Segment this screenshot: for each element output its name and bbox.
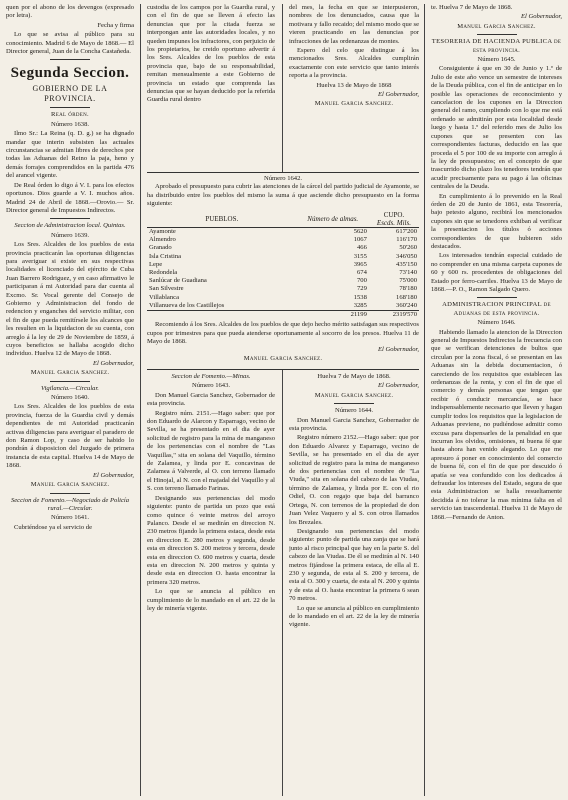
horizontal-rule: [147, 369, 419, 370]
date-line: te. Huelva 7 de Mayo de 1868.: [431, 4, 513, 11]
table-row: [147, 294, 419, 302]
signature-name: Manuel Garcia Sanchez.: [314, 100, 394, 108]
divider: [477, 34, 517, 35]
fomento-text: Cubriéndose ya el servicio de: [14, 523, 93, 531]
table-row: [147, 236, 419, 244]
town-cupo: 75'000: [399, 277, 417, 285]
column-3-top: [289, 4, 419, 170]
rural-guard-text-cont: del mes, la fecha en que se interpusieron, nombres de los denunciados, causa que la motivara y fallo recaido; del mismo modo que se vieren practicando en las denuncias por infracciones de las ordenanzas de montes.: [289, 4, 419, 45]
notice-number: Número 1638.: [50, 120, 90, 128]
signature-name: Manuel Garcia Sanchez.: [457, 22, 536, 30]
town-almas: 5620: [353, 228, 367, 236]
minas-text-2: Registro núm. 2151.—Hago saber: que por don Eduardo de Alarcon y Esparrago, vecino de Sevilla, se ha presentado en el dia de ayer solicitud de registro para la mina de manganeso de los pertenencias con el nombre de "Las Vaquillas," sita en solana del Vaquillo, término de Zalamea, y linda por E. concavinas de Zalamea á Valverde, al O. con terreno llamado el Hinojal, al N. con el majadal del Vaquillo y al S. con terreno llamado Farinas.: [147, 409, 275, 493]
minas-text-3: Designando sus pertenencias del modo siguiente: punto de partida un pozo que está como quince ó veinte metros del arroyo Palanco. Desde el se medirán en direccion N. 230 metros fijando la primera estaca, desde esta en direccion E. 280 metros y segunda, desde esta en direccion S. 200 metros y tercera, desde esta en direccion O. 600 metros y cuarta, desde esta en direccion N. 200 metros y quinta y desde esta en direccion O. hasta encontrar la primera 320 metros.: [147, 494, 275, 586]
column-rule: [424, 4, 425, 796]
date-line: Huelva 13 de Mayo de 1868: [316, 81, 392, 89]
notice-number: Número 1645.: [477, 56, 516, 64]
real-orden-text: Ilmo Sr.: La Reina (q. D. g.) se ha dignado mandar que interin subsisten las actuales circunstancias se admitan libres de derechos por todas las Aduanas del Reino la paja, heno y demás forrajes comprendidos en la partida 476 del arancel vigente.: [6, 130, 134, 180]
town-almas: 674: [357, 269, 367, 277]
intro-line: quen por el abono de los devengos (expresado por letra).: [6, 4, 134, 20]
aduanas-heading: ADMINISTRACION PRINCIPAL de Aduanas de esta provincia.: [442, 301, 551, 317]
vigilancia-text: Los Sres. Alcaldes de los pueblos de esta provincia, fuerza de la Guardia civil y demás dependientes de mi Autoridad practicarán activas diligencias para averiguar el paradero de don Ramon Lop, y caso de ser habido lo pondrán á disposicion del Juzgado de primera instancia de esta capital. Huelva 14 de Mayo de 1868.: [6, 403, 134, 470]
tesoreria-text: Consiguiente á que en 30 de Junio y 1.º de Julio de este año vence un semestre de intereses de la Deuda pública, con el fin de anticipar en lo posible las operaciones de reconocimiento y cancelacion de los cupones en la Direccion general del ramo, cumpliendo con lo que me está ordenado se admitirán por esta localidad desde luego y hasta 1.º del referido mes de Julio los cupones que se presenten con las correspondientes facturas, deducido en las que proceda el 5 por 100 de su importe con arreglo á la ley de presupuestos; en el concepto de que trascurrido dicho plazo los tenedores tendrán que acudir precisamente para su pago á las oficinas centrales de la Deuda.: [431, 65, 562, 191]
town-name: Villablanca: [149, 293, 179, 301]
town-name: Isla Cristina: [149, 252, 182, 260]
tesoreria-heading: TESORERIA DE HACIENDA PUBLICA de esta provincia.: [431, 38, 562, 54]
table-row: [147, 244, 419, 252]
divider: [334, 403, 374, 404]
total-cupo: 2319'570: [369, 311, 419, 320]
header-almas: Número de almas.: [297, 211, 369, 228]
admin-heading: Seccion de Administracion local. Quintas.: [14, 222, 126, 230]
notice-number: Número 1646.: [477, 319, 516, 327]
viuda-text: Don Manuel Garcia Sanchez, Gobernador de esta provincia.: [289, 416, 419, 433]
town-cupo: 346'050: [396, 252, 417, 260]
notice-number: Número 1641.: [50, 514, 90, 522]
intro-signature: Fecha y firma: [97, 21, 134, 29]
notice-number: Número 1642.: [263, 175, 303, 182]
budget-table: [147, 211, 419, 320]
column-2-top: [147, 4, 275, 170]
section-subtitle: GOBIERNO DE LA PROVINCIA.: [32, 84, 108, 104]
budget-footer: Recomiendo á los Sres. Alcaldes de los pueblos de que dejo hecho mérito satisfagan sus respectivos cupos por trimestres para que pueda atenderse oportunamente al socorro de los presos. Huelva 11 de Mayo de 1868.: [147, 321, 419, 346]
column-rule: [282, 370, 283, 796]
total-almas: 21199: [297, 311, 369, 320]
rural-guard-text: custodia de los campos por la Guardia rural, y con el fin de que se lleven á efecto las denuncias que por la citada fuerza se interpongan ante las autoridades locales, y no queden impunes los infractores, con perjuicio de los propietarios, he creido oportuno advertir á los Sres. Alcaldes de los pueblos de esta provincia que, bajo de su responsabilidad, remitan mensualmente a este Gobierno de provincia un estado que comprenda las denuncias que se hayan deducido por la referida Guardia rural dentro: [147, 4, 275, 104]
signature-title: El Gobernador,: [92, 471, 134, 479]
viuda-text-4: Lo que se anuncia al público en cumplimiento de lo mandado en el art. 22 de la ley de minería vigente.: [289, 604, 419, 629]
aduanas-text: Habiendo llamado la atencion de la Direccion general de Impuestos Indirectos la frecuencia con que se verifican detenciones de bultos que circulan por la zona fiscal, ó se presentan en las Aduanas sin la debida documentacion, ó careciendo de los requisitos que establecen las ordenanzas de la renta, y con el fin de que el comercio y demás personas que tengan que recibir ó conducir mercancías, se hace indispensablemente necesario que lleven y hagan cumplir todos los requisitos que la legislacion de Aduanas previene, no pudiéndose admitir como excusa para dispensarles de la penalidad en que incurran los olvidos, omisiones, ni buena fé que hasta ahora han venido alegando. Lo que me apresuro á poner en conocimiento del comercio de buena fé, con el fin de que por descuido ó apatía se vea confundido con los dedicados á defraudar los intereses del Estado, segura de que esta Administracion se halla resueltamente decidida á no tolerar la mas mínima falta en el servicio tan trascendental. Huelva 11 de Mayo de 1868.—Fernando de Anton.: [431, 328, 562, 521]
column-rule: [282, 4, 283, 172]
signature-title: El Gobernador,: [377, 91, 419, 99]
town-almas: 729: [357, 285, 367, 293]
viuda-text-3: Designando sus pertenencias del modo siguiente: punto de partida una zanja que se hará junto al risco principal que hay en la parte S. del cabezo de las Viudas. De él se medirán al N. 140 metros fijándose la primera estaca, de ella al E. 230 y segunda, de esta al S. 200 y tercera, de esta al O. 300 y cuarta, de esta al N. 200 y quinta y de esta al O. hasta encontrar la primera 6 sean 70 metros.: [289, 527, 419, 603]
signature-title: El Gobernador,: [92, 359, 134, 367]
column-rule: [140, 4, 141, 796]
real-orden-heading: Real órden.: [51, 111, 89, 119]
town-cupo: 168'180: [396, 293, 417, 301]
vigilancia-heading: Vigilancia.—Circular.: [41, 384, 99, 392]
town-name: Redondela: [149, 269, 178, 277]
town-almas: 1538: [353, 293, 367, 301]
newspaper-page: [6, 4, 562, 796]
table-row: [147, 302, 419, 311]
total-label: [147, 311, 297, 320]
town-cupo: 116'170: [396, 236, 417, 244]
table-row: [147, 228, 419, 237]
divider: [50, 381, 90, 382]
town-almas: 1067: [353, 236, 367, 244]
budget-block: [147, 175, 419, 367]
town-almas: 3285: [353, 301, 367, 309]
admin-text: Los Sres. Alcaldes de los pueblos de esta provincia practicarán las oportunas diligencias para averiguar si existe en sus respectivas localidades el licenciado del ejército de Cuba Juan Barrero Rodriguez, y en caso afirmativo le participaran á mi Autoridad para dar cuenta al Excmo. Sr. Vocal gerente del Consejo de Gobierno y Administracion del fondo de redencion y enganches del servicio militar, con el fin de que pueda remitírsele los alcances que les resulten en la liquidacion de su cuenta, con arreglo á la ley de 29 de Noviembre de 1859, á cuyos beneficios se hallaba acogido dicho individuo. Huelva 12 de Mayo de 1868.: [6, 241, 134, 358]
signature-name: Manuel Garcia Sanchez.: [30, 481, 110, 489]
date-line: Huelva 7 de Mayo de 1868.: [317, 373, 391, 380]
minas-text-4: Lo que se anuncia al público en cumplimiento de lo mandado en el art. 22 de la ley de minería vigente.: [147, 588, 275, 612]
signature-title: El Gobernador,: [377, 346, 419, 354]
tesoreria-text-3: Los interesados tendrán especial cuidado de no comprender en una misma carpeta cupones de 60 y 600 rs. procedentes de obligaciones del Estado por ferro-carriles. Huelva 13 de Mayo de 1868.—P. O., Ramon Salgado Quero.: [431, 252, 562, 293]
town-name: Ayamonte: [149, 228, 176, 236]
signature-name: Manuel Garcia Sanchez.: [314, 391, 394, 399]
signature-title: El Gobernador,: [377, 382, 419, 390]
notice-number: Número 1640.: [50, 394, 90, 402]
table-row: [147, 253, 419, 261]
header-cupo-title: CUPO.: [383, 210, 405, 219]
column-3-bottom: [289, 373, 419, 796]
intro-notice: Lo que se avisa al público para su conocimiento. Madrid 6 de Mayo de 1868.— El Director general, Juan de la Concha Castañeda.: [6, 31, 134, 56]
town-name: Sanlúcar de Guadiana: [149, 277, 207, 285]
table-header: [147, 211, 419, 228]
divider: [50, 493, 90, 494]
town-cupo: 50'260: [399, 244, 417, 252]
tesoreria-text-2: En cumplimiento á lo prevenido en la Real órden de 20 de Junio de 1861, esta Tesorería, bajo petesto alguno, recibirá los mencionados cupones sin que se tenedores exhiban al verificar la presentacion los títulos ó acciones correspondientes de que hubieren sido destacados.: [431, 192, 562, 250]
table-row: [147, 269, 419, 277]
town-name: San Silvestre: [149, 285, 184, 293]
table-row: [147, 277, 419, 285]
town-almas: 3155: [353, 252, 367, 260]
notice-number: Número 1644.: [334, 407, 374, 415]
town-name: Lepe: [149, 260, 163, 268]
table-body: [147, 228, 419, 311]
town-cupo: 78'180: [399, 285, 417, 293]
signature-name: Manuel Garcia Sanchez.: [243, 354, 323, 362]
town-name: Almendro: [149, 236, 176, 244]
rural-guard-text-2: Espero del celo que distingue á los mencionados Sres. Alcaldes cumplirán exactamente con este servicio que tanto interés reporta a la provincia.: [289, 47, 419, 80]
divider: [50, 59, 90, 60]
town-cupo: 435'150: [396, 260, 417, 268]
column-2-bottom: [147, 373, 275, 796]
table-row: [147, 285, 419, 293]
header-pueblos: PUEBLOS.: [147, 211, 297, 228]
real-orden-text: De Real órden lo digo á V. I. para los efectos oportunos. Dios guarde a V. I. muchos años. Madrid 24 de Abril de 1868.—Orovio.— Sr. Director general de Impuestos Indirectos.: [6, 181, 134, 214]
notice-number: Número 1639.: [50, 231, 90, 239]
town-name: Villanueva de los Castillejos: [149, 301, 225, 309]
town-almas: 3965: [353, 260, 367, 268]
column-4: [431, 4, 562, 796]
town-almas: 700: [357, 277, 367, 285]
minas-text: Don Manuel Garcia Sanchez, Gobernador de esta provincia.: [147, 391, 275, 408]
divider: [50, 107, 90, 108]
signature-name: Manuel Garcia Sanchez.: [30, 369, 110, 377]
signature-title: El Gobernador,: [520, 13, 562, 21]
notice-number: Número 1643.: [191, 382, 231, 390]
viuda-text-2: Registro número 2152.—Hago saber: que por don Eduardo Alvarez y Esparrago, vecino de Sevilla, se ha presentado en el dia de ayer solicitud de registro para la mina de manganeso de dos pertenencias con el nombre de "La Viuda," sita en solana del cabezo de las Viudas, término de Zalamea, y linda por E. con el rio Odiel, O. con regajo que baja del barranco Ortega, N. con terrenos de la propiedad de don Juan Velez Vaquero y al S. con otros llamados los Brezales.: [289, 434, 419, 526]
table-row: [147, 261, 419, 269]
column-1: [6, 4, 134, 796]
fomento-heading: Seccion de Fomento.—Negociado de Policía rural.—Circular.: [10, 496, 130, 512]
section-title: Segunda Seccion.: [10, 65, 130, 82]
town-almas: 466: [357, 244, 367, 252]
budget-intro: Aprobado el presupuesto para cubrir las atenciones de la cárcel del partido judicial de Ayamonte, se ha distribuido entre los pueblos del mismo la suma á que asciende dicho presupuesto en la forma siguiente:: [147, 183, 419, 208]
town-cupo: 73'140: [399, 269, 417, 277]
header-cupo: [369, 211, 419, 228]
town-cupo: 617'200: [396, 228, 417, 236]
minas-heading: Seccion de Fomento.—Minas.: [171, 373, 251, 380]
header-cupo-units: Escds. Mils.: [376, 218, 411, 227]
town-name: Granado: [149, 244, 172, 252]
table-total-row: [147, 311, 419, 320]
divider: [50, 218, 90, 219]
horizontal-rule: [147, 172, 419, 173]
divider: [477, 297, 517, 298]
town-cupo: 360'240: [396, 301, 417, 309]
